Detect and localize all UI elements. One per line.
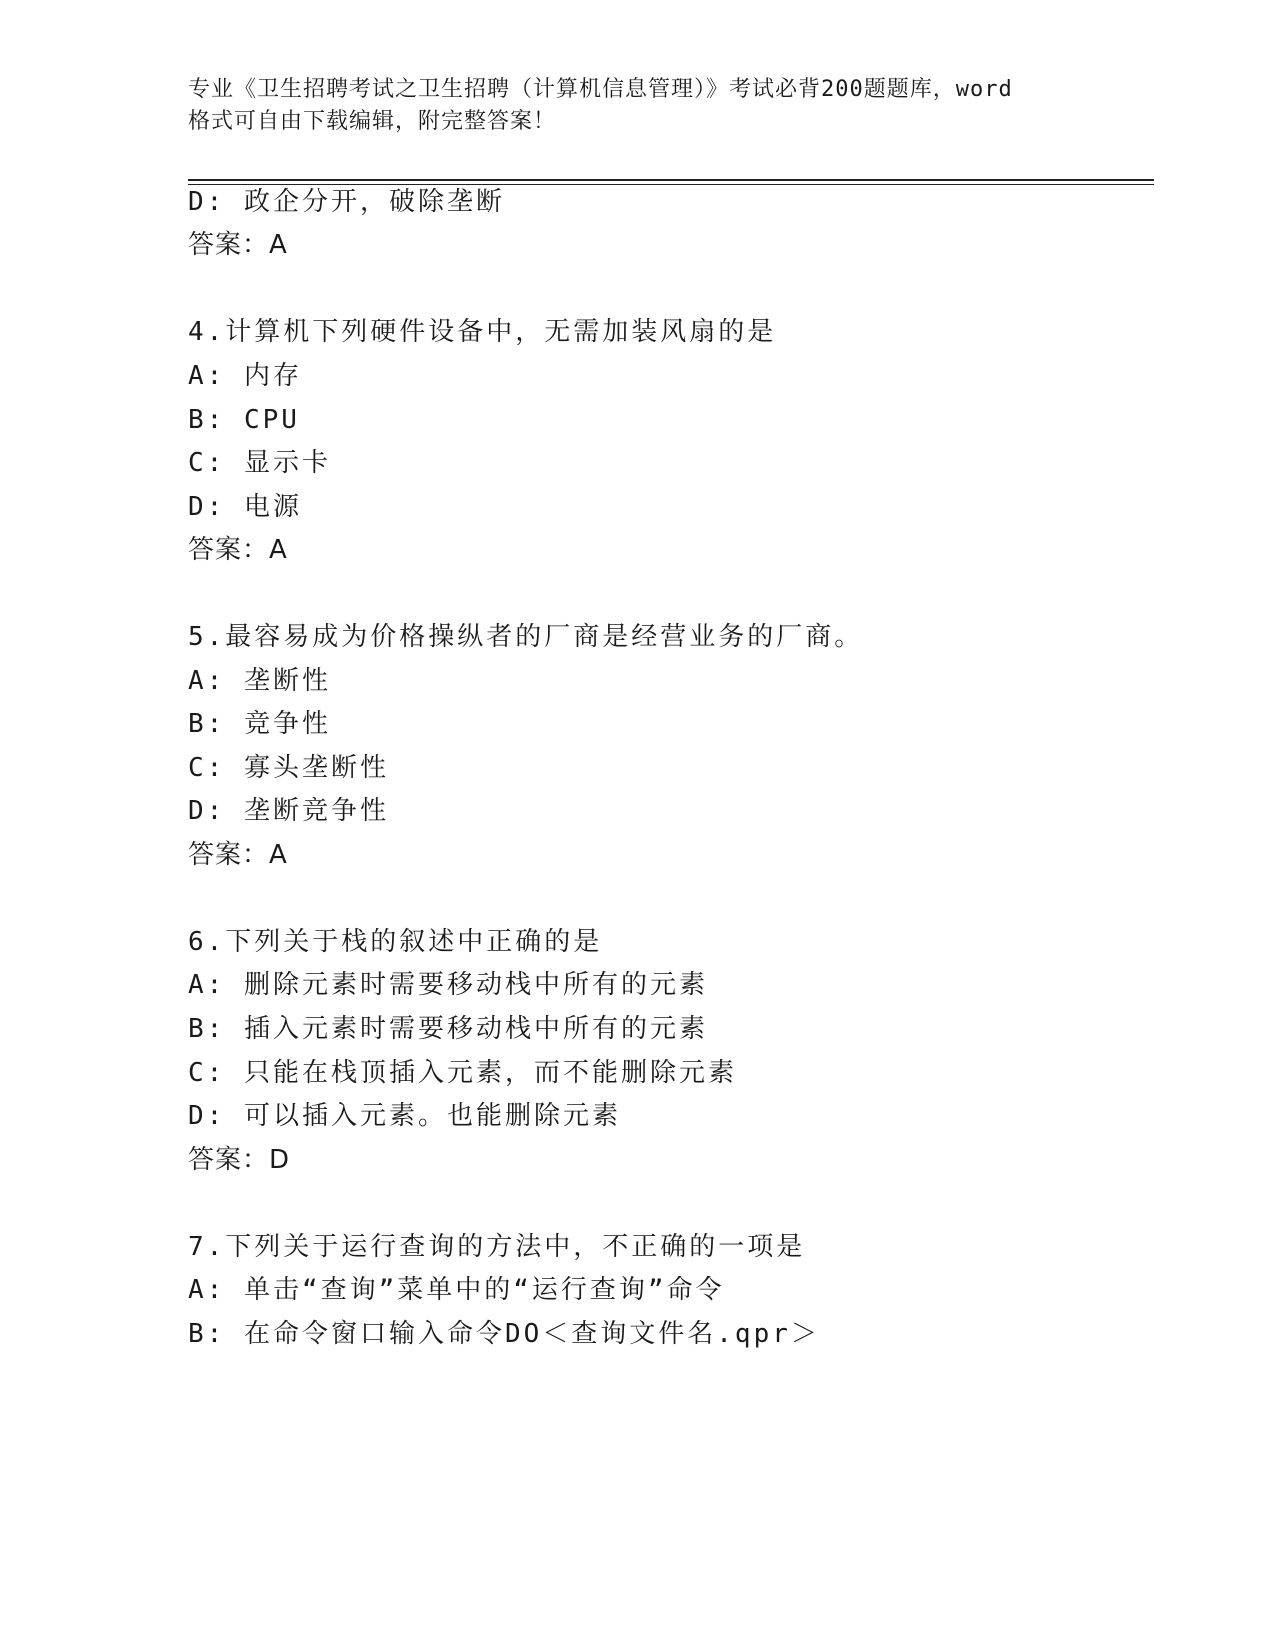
header-rule-thick: [188, 179, 1154, 181]
q4-question: 4.计算机下列硬件设备中，无需加装风扇的是: [188, 317, 777, 347]
header-title-line-1: 专业《卫生招聘考试之卫生招聘（计算机信息管理）》考试必背200题题库，word: [188, 77, 1013, 102]
q3-option-d: D: 政企分开，破除垄断: [188, 187, 505, 217]
q6-option-a: A: 删除元素时需要移动栈中所有的元素: [188, 970, 708, 1000]
q5-answer: 答案：A: [188, 840, 288, 870]
q3-answer: 答案：A: [188, 230, 288, 260]
q5-option-b: B: 竞争性: [188, 709, 331, 739]
q5-option-c: C: 寡头垄断性: [188, 753, 389, 783]
q5-question: 5.最容易成为价格操纵者的厂商是经营业务的厂商。: [188, 622, 864, 652]
q4-option-c: C: 显示卡: [188, 448, 331, 478]
q4-option-d: D: 电源: [188, 492, 302, 522]
q6-question: 6.下列关于栈的叙述中正确的是: [188, 927, 603, 957]
q4-option-a: A: 内存: [188, 361, 302, 391]
q4-option-b: B: CPU: [188, 405, 300, 435]
q7-option-a: A: 单击“查询”菜单中的“运行查询”命令: [188, 1275, 725, 1305]
q7-question: 7.下列关于运行查询的方法中，不正确的一项是: [188, 1232, 806, 1262]
q6-option-c: C: 只能在栈顶插入元素，而不能删除元素: [188, 1058, 737, 1088]
q6-answer: 答案：D: [188, 1145, 291, 1175]
header-title-line-2: 格式可自由下载编辑，附完整答案！: [188, 109, 557, 134]
q6-option-d: D: 可以插入元素。也能删除元素: [188, 1101, 621, 1131]
q5-option-a: A: 垄断性: [188, 666, 331, 696]
document-header: [188, 74, 1088, 138]
q4-answer: 答案：A: [188, 535, 288, 565]
q7-option-b: B: 在命令窗口输入命令DO＜查询文件名.qpr＞: [188, 1319, 820, 1349]
q6-option-b: B: 插入元素时需要移动栈中所有的元素: [188, 1014, 708, 1044]
q5-option-d: D: 垄断竞争性: [188, 796, 389, 826]
